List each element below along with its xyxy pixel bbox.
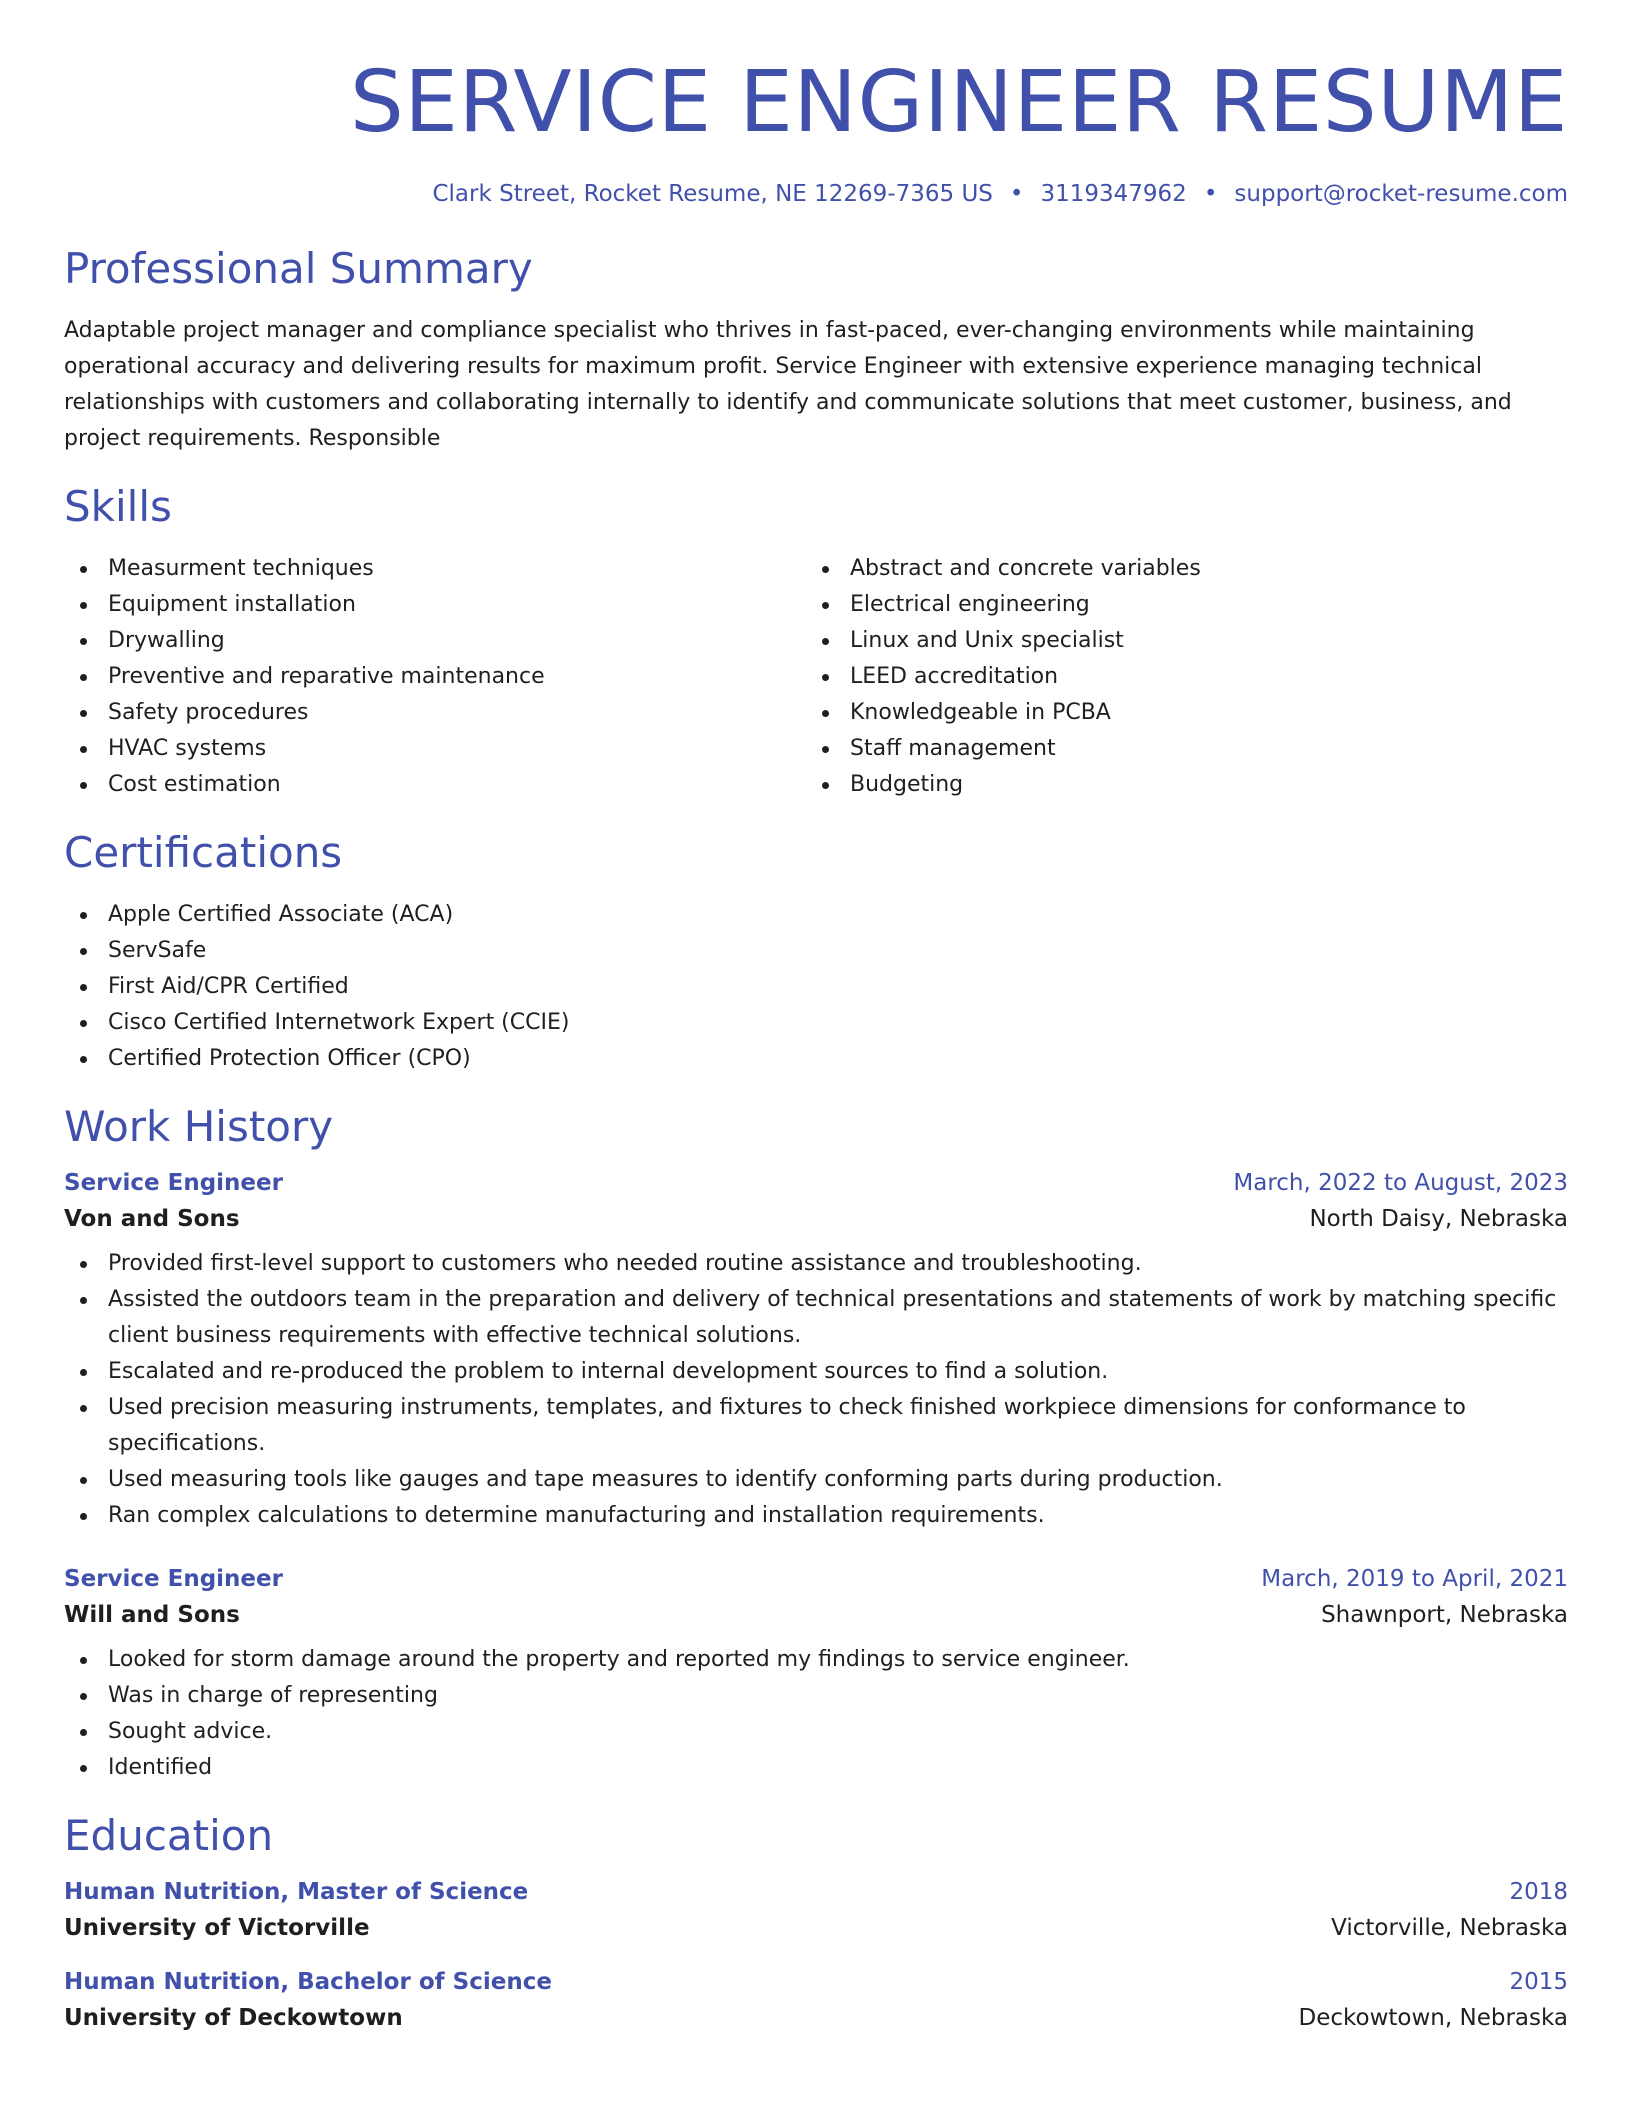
education-entry bbox=[64, 1969, 1568, 2031]
skill-item: Linux and Unix specialist bbox=[806, 623, 1548, 659]
contact-email: support@rocket-resume.com bbox=[1234, 181, 1568, 207]
education-school-row bbox=[64, 2005, 1568, 2031]
contact-separator: • bbox=[1203, 181, 1218, 207]
education-location: Deckowtown, Nebraska bbox=[1298, 2005, 1568, 2031]
job-duty: Ran complex calculations to determine manufacturing and installation requirements. bbox=[64, 1498, 1568, 1534]
contact-separator: • bbox=[1009, 181, 1024, 207]
certifications-section bbox=[64, 828, 1568, 1077]
job-header-row bbox=[64, 1566, 1568, 1592]
education-year: 2015 bbox=[1509, 1969, 1568, 1995]
certification-item: ServSafe bbox=[64, 933, 1568, 969]
education-degree: Human Nutrition, Bachelor of Science bbox=[64, 1969, 552, 1995]
skill-item: Safety procedures bbox=[64, 695, 806, 731]
job-duty: Looked for storm damage around the property and reported my findings to service engineer. bbox=[64, 1642, 1568, 1678]
skills-list-left bbox=[64, 551, 806, 803]
education-header-row bbox=[64, 1879, 1568, 1905]
job-duty: Was in charge of representing bbox=[64, 1678, 1568, 1714]
job-entry bbox=[64, 1566, 1568, 1786]
skill-item: Equipment installation bbox=[64, 587, 806, 623]
education-school-row bbox=[64, 1915, 1568, 1941]
skills-list-right bbox=[806, 551, 1548, 803]
job-location: North Daisy, Nebraska bbox=[1309, 1206, 1568, 1232]
summary-text: Adaptable project manager and compliance specialist who thrives in fast-paced, ever-changing environments while maintaining operational accuracy and delivering results for maximum profit. Service Engineer with extensive experience managing technical relationships with customers and collaborating internally to identify and communicate solutions that meet customer, business, and project requirements. Responsible bbox=[64, 318, 1512, 451]
job-company: Von and Sons bbox=[64, 1206, 240, 1232]
job-location: Shawnport, Nebraska bbox=[1321, 1602, 1568, 1628]
certification-item: Cisco Certified Internetwork Expert (CCIE) bbox=[64, 1005, 1568, 1041]
certifications-list bbox=[64, 897, 1568, 1077]
job-company-row bbox=[64, 1206, 1568, 1232]
education-location: Victorville, Nebraska bbox=[1331, 1915, 1568, 1941]
job-duty: Identified bbox=[64, 1750, 1568, 1786]
skill-item: Preventive and reparative maintenance bbox=[64, 659, 806, 695]
skill-item: Budgeting bbox=[806, 767, 1548, 803]
skills-grid bbox=[64, 551, 1568, 803]
page-title: SERVICE ENGINEER RESUME bbox=[349, 53, 1568, 152]
job-duties-list bbox=[64, 1642, 1568, 1786]
job-header-row bbox=[64, 1170, 1568, 1196]
skill-item: Electrical engineering bbox=[806, 587, 1548, 623]
skill-item: Abstract and concrete variables bbox=[806, 551, 1548, 587]
education-school: University of Deckowtown bbox=[64, 2005, 403, 2031]
skill-item: Measurment techniques bbox=[64, 551, 806, 587]
job-duty: Sought advice. bbox=[64, 1714, 1568, 1750]
contact-address: Clark Street, Rocket Resume, NE 12269-7365 US bbox=[432, 181, 993, 207]
certifications-heading: Certifications bbox=[64, 828, 343, 877]
job-dates: March, 2019 to April, 2021 bbox=[1261, 1566, 1568, 1592]
skill-item: Staff management bbox=[806, 731, 1548, 767]
skill-item: Cost estimation bbox=[64, 767, 806, 803]
job-duty: Assisted the outdoors team in the preparation and delivery of technical presentations and statements of work by matching specific client business requirements with effective technical solutions. bbox=[64, 1282, 1568, 1354]
job-duty: Escalated and re-produced the problem to internal development sources to find a solution. bbox=[64, 1354, 1568, 1390]
contact-phone: 3119347962 bbox=[1040, 181, 1187, 207]
summary-section bbox=[64, 244, 1568, 457]
education-entry bbox=[64, 1879, 1568, 1941]
job-duty: Used precision measuring instruments, templates, and fixtures to check finished workpiece dimensions for conformance to specifications. bbox=[64, 1390, 1568, 1462]
job-entry bbox=[64, 1170, 1568, 1534]
work-history-heading: Work History bbox=[64, 1102, 334, 1151]
job-duties-list bbox=[64, 1246, 1568, 1534]
job-duty: Provided first-level support to customers who needed routine assistance and troubleshooting. bbox=[64, 1246, 1568, 1282]
job-duty: Used measuring tools like gauges and tape measures to identify conforming parts during production. bbox=[64, 1462, 1568, 1498]
skill-item: HVAC systems bbox=[64, 731, 806, 767]
education-school: University of Victorville bbox=[64, 1915, 370, 1941]
job-title: Service Engineer bbox=[64, 1566, 283, 1592]
certification-item: Apple Certified Associate (ACA) bbox=[64, 897, 1568, 933]
job-title: Service Engineer bbox=[64, 1170, 283, 1196]
job-dates: March, 2022 to August, 2023 bbox=[1233, 1170, 1568, 1196]
education-year: 2018 bbox=[1509, 1879, 1568, 1905]
skill-item: Knowledgeable in PCBA bbox=[806, 695, 1548, 731]
certification-item: First Aid/CPR Certified bbox=[64, 969, 1568, 1005]
job-company: Will and Sons bbox=[64, 1602, 240, 1628]
education-degree: Human Nutrition, Master of Science bbox=[64, 1879, 529, 1905]
job-company-row bbox=[64, 1602, 1568, 1628]
education-section bbox=[64, 1811, 1568, 2031]
skills-heading: Skills bbox=[64, 482, 172, 531]
skills-section bbox=[64, 482, 1568, 803]
education-header-row bbox=[64, 1969, 1568, 1995]
work-history-section bbox=[64, 1102, 1568, 1786]
skill-item: LEED accreditation bbox=[806, 659, 1548, 695]
contact-line bbox=[64, 183, 1568, 206]
education-heading: Education bbox=[64, 1811, 274, 1860]
skill-item: Drywalling bbox=[64, 623, 806, 659]
certification-item: Certified Protection Officer (CPO) bbox=[64, 1041, 1568, 1077]
summary-heading: Professional Summary bbox=[64, 244, 533, 293]
